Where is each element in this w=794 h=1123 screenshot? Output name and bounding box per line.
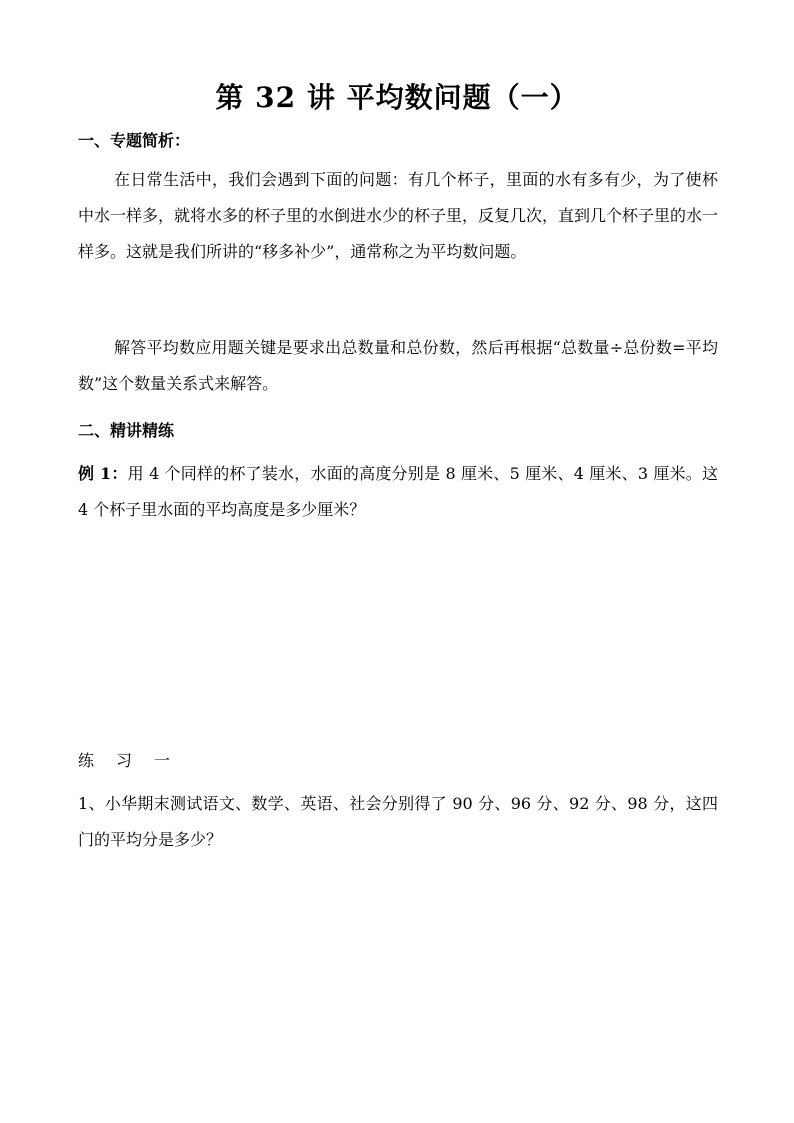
example-1: [78, 456, 718, 528]
practice-title-char-2: 习: [116, 751, 133, 770]
practice-title: [78, 748, 192, 774]
analysis-paragraph-2: 解答平均数应用题关键是要求出总数量和总份数，然后再根据“总数量÷总份数=平均数”这个数量关系式来解答。: [78, 338, 718, 393]
section-heading-practice-explained: 二、精讲精练: [78, 421, 175, 440]
example-1-text: 用 4 个同样的杯了装水，水面的高度分别是 8 厘米、5 厘米、4 厘米、3 厘米。这 4 个杯子里水面的平均高度是多少厘米？: [78, 464, 718, 519]
example-1-label: 例 1：: [78, 464, 128, 483]
practice-title-char-1: 练: [78, 751, 95, 770]
page-title: 第 32 讲 平均数问题（一）: [215, 81, 579, 114]
section-heading-analysis: 一、专题简析：: [78, 131, 191, 150]
practice-question-1: 1、小华期末测试语文、数学、英语、社会分别得了 90 分、96 分、92 分、98 分，这四门的平均分是多少？: [78, 794, 718, 849]
analysis-paragraph-1: 在日常生活中，我们会遇到下面的问题：有几个杯子，里面的水有多有少，为了使杯中水一样多，就将水多的杯子里的水倒进水少的杯子里，反复几次，直到几个杯子里的水一样多。这就是我们所讲的“移多补少”，通常称之为平均数问题。: [78, 170, 719, 261]
practice-title-char-3: 一: [154, 751, 171, 770]
